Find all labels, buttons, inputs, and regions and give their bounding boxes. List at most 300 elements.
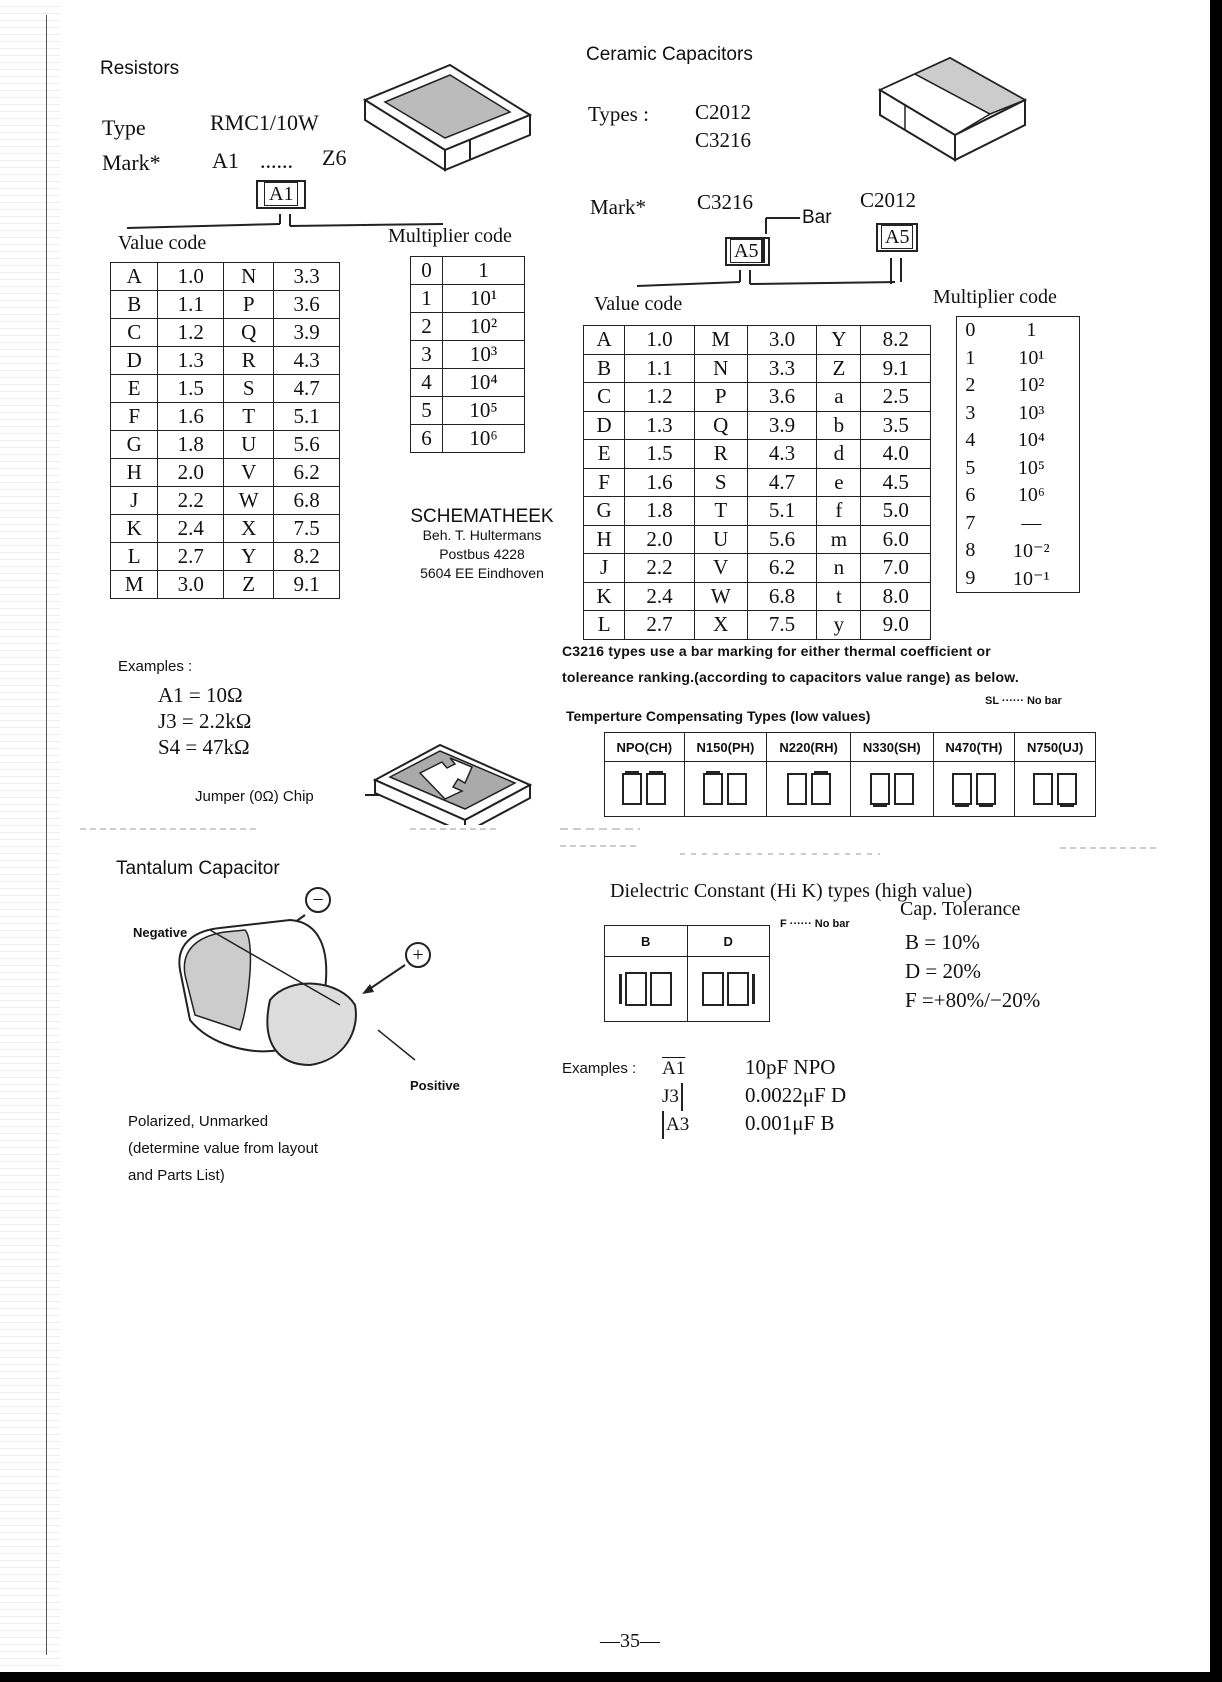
- temp-header-cell: N220(RH): [767, 733, 851, 762]
- ceramic-example-values: [745, 1053, 846, 1137]
- scan-left-edge: [0, 0, 60, 1682]
- resistor-multiplier-row-cell: 1: [443, 257, 525, 285]
- minus-icon: −: [312, 889, 324, 911]
- resistor-value-row-cell: Z: [224, 571, 274, 599]
- ceramic-multiplier-code-title: Multiplier code: [933, 286, 1057, 308]
- hi-k-header-b: B: [605, 926, 688, 957]
- tantalum-title: Tantalum Capacitor: [116, 858, 280, 879]
- ceramic-multiplier-row: [957, 345, 1080, 373]
- ceramic-value-row-cell: E: [584, 440, 625, 469]
- ceramic-value-row-cell: 7.5: [747, 611, 816, 640]
- ceramic-value-row-cell: 9.0: [861, 611, 931, 640]
- resistor-value-row-cell: M: [111, 571, 158, 599]
- cap-tol-b: B = 10%: [905, 930, 980, 954]
- temp-mark-cell: [605, 762, 685, 817]
- ceramic-value-row-cell: X: [694, 611, 747, 640]
- tantalum-note-line1: Polarized, Unmarked: [128, 1113, 269, 1130]
- ceramic-value-row-cell: C: [584, 383, 625, 412]
- ceramic-value-row-cell: 8.2: [861, 326, 931, 355]
- ceramic-multiplier-row-cell: 10³: [1018, 401, 1045, 424]
- cap-tolerance-list: [905, 928, 1040, 1015]
- schematheek-name: SCHEMATHEEK: [410, 506, 554, 527]
- ceramic-chip-illustration: [870, 50, 1030, 170]
- ceramic-value-row-cell: 5.0: [861, 497, 931, 526]
- f-no-bar-note: F ······ No bar: [780, 918, 850, 930]
- ceramic-chip-c2012: [876, 223, 918, 252]
- resistor-multiplier-row-cell: 5: [411, 397, 443, 425]
- resistor-value-row-cell: 2.4: [158, 515, 224, 543]
- cap-tol-f: F =+80%/−20%: [905, 988, 1041, 1012]
- resistor-value-row: [111, 347, 340, 375]
- tantalum-negative-label: Negative: [133, 925, 188, 940]
- resistor-value-row-cell: R: [224, 347, 274, 375]
- ceramic-multiplier-row-cell: 5: [965, 456, 976, 479]
- resistor-value-row-cell: A: [111, 263, 158, 291]
- temp-mark-cell: [1015, 762, 1096, 817]
- resistor-value-row: [111, 431, 340, 459]
- resistor-multiplier-row: [411, 397, 525, 425]
- ceramic-value-row-cell: 3.9: [747, 411, 816, 440]
- temp-header-cell: NPO(CH): [605, 733, 685, 762]
- ceramic-value-row-cell: n: [817, 554, 861, 583]
- resistor-value-row: [111, 291, 340, 319]
- resistor-value-row-cell: 1.8: [158, 431, 224, 459]
- ceramic-chip-c2012-text: A5: [881, 225, 913, 249]
- ceramic-example-code-2: J3: [662, 1083, 683, 1111]
- resistor-value-row-cell: 3.9: [274, 319, 340, 347]
- scan-binding-line: [46, 15, 47, 1655]
- ceramic-example-value-1: 10pF NPO: [745, 1055, 836, 1079]
- ceramic-example-value-2: 0.0022μF D: [745, 1083, 847, 1107]
- resistor-value-row-cell: Y: [224, 543, 274, 571]
- ceramic-multiplier-row: [957, 482, 1080, 510]
- resistor-value-row-cell: L: [111, 543, 158, 571]
- ceramic-multiplier-row: [957, 455, 1080, 483]
- ceramic-value-row: [584, 468, 931, 497]
- ceramic-types: [695, 98, 751, 154]
- ceramic-multiplier-row: [957, 565, 1080, 593]
- ceramic-value-code-table: [583, 325, 931, 640]
- ceramic-value-row-cell: f: [817, 497, 861, 526]
- ceramic-value-row-cell: d: [817, 440, 861, 469]
- ceramic-multiplier-row-cell: 10⁵: [1017, 456, 1045, 479]
- mark-digit: [622, 773, 642, 805]
- ceramic-multiplier-row-cell: 7: [965, 511, 976, 534]
- jumper-chip-label: Jumper (0Ω) Chip: [195, 788, 314, 805]
- resistor-value-row-cell: H: [111, 459, 158, 487]
- ceramic-bar-note: [562, 638, 1019, 690]
- ceramic-value-row-cell: Z: [817, 354, 861, 383]
- temp-mark-cell: [850, 762, 933, 817]
- resistor-value-row-cell: U: [224, 431, 274, 459]
- ceramic-value-row: [584, 440, 931, 469]
- ceramic-value-row-cell: M: [694, 326, 747, 355]
- ceramic-value-row-cell: 9.1: [861, 354, 931, 383]
- resistor-example-2: J3 = 2.2kΩ: [158, 709, 252, 733]
- resistor-multiplier-row: [411, 341, 525, 369]
- ceramic-multiplier-row-cell: 8: [965, 539, 976, 562]
- resistor-value-row: [111, 263, 340, 291]
- resistor-multiplier-row-cell: 6: [411, 425, 443, 453]
- resistor-example-1: A1 = 10Ω: [158, 683, 243, 707]
- ceramic-multiplier-row: [957, 317, 1080, 345]
- resistor-multiplier-row-cell: 10⁶: [443, 425, 525, 453]
- cap-tol-d: D = 20%: [905, 959, 982, 983]
- temp-compensating-table: [604, 732, 1096, 817]
- ceramic-value-row-cell: 5.6: [747, 525, 816, 554]
- resistor-value-row: [111, 459, 340, 487]
- mark-digit: [727, 773, 747, 805]
- ceramic-multiplier-row-cell: 10²: [1018, 374, 1045, 397]
- resistor-value-row-cell: 6.2: [274, 459, 340, 487]
- ceramic-value-row-cell: 5.1: [747, 497, 816, 526]
- ceramic-multiplier-row: [957, 537, 1080, 565]
- resistor-value-row-cell: J: [111, 487, 158, 515]
- ceramic-bar-label: Bar: [802, 207, 832, 228]
- ceramic-value-row: [584, 611, 931, 640]
- ceramic-value-row-cell: 6.0: [861, 525, 931, 554]
- ceramic-value-row-cell: N: [694, 354, 747, 383]
- resistor-value-row-cell: 1.0: [158, 263, 224, 291]
- schematheek-line2: Postbus 4228: [439, 546, 525, 562]
- ceramic-value-row-cell: Y: [817, 326, 861, 355]
- schematheek-line3: 5604 EE Eindhoven: [420, 565, 544, 581]
- ceramic-multiplier-row-cell: 6: [965, 484, 976, 507]
- ceramic-value-row: [584, 411, 931, 440]
- resistor-type-value: RMC1/10W: [210, 110, 319, 135]
- plus-icon: +: [412, 944, 424, 966]
- scan-dashes-right: [560, 842, 1180, 862]
- ceramic-value-row-cell: 1.5: [625, 440, 694, 469]
- temp-header-cell: N750(UJ): [1015, 733, 1096, 762]
- ceramic-example-value-3: 0.001μF B: [745, 1111, 835, 1135]
- temp-header-cell: N150(PH): [684, 733, 767, 762]
- resistor-value-row-cell: V: [224, 459, 274, 487]
- resistor-mark-from: A1: [212, 148, 239, 173]
- resistor-multiplier-row-cell: 10²: [443, 313, 525, 341]
- resistor-value-row-cell: E: [111, 375, 158, 403]
- ceramic-value-row-cell: 3.5: [861, 411, 931, 440]
- ceramic-value-row-cell: P: [694, 383, 747, 412]
- ceramic-value-row-cell: 3.6: [747, 383, 816, 412]
- resistor-value-row-cell: 4.7: [274, 375, 340, 403]
- resistor-value-row-cell: N: [224, 263, 274, 291]
- ceramic-value-row-cell: 4.3: [747, 440, 816, 469]
- hi-k-table: [604, 925, 770, 1022]
- ceramic-types-label: Types :: [588, 102, 649, 126]
- resistor-multiplier-row-cell: 1: [411, 285, 443, 313]
- resistor-multiplier-row: [411, 425, 525, 453]
- ceramic-mark-arrows: [635, 256, 925, 296]
- temp-mark-cell: [767, 762, 851, 817]
- ceramic-example-code-1: A1: [662, 1058, 686, 1079]
- resistor-multiplier-row-cell: 2: [411, 313, 443, 341]
- resistor-value-row-cell: 1.1: [158, 291, 224, 319]
- ceramic-value-row-cell: y: [817, 611, 861, 640]
- ceramic-value-row-cell: U: [694, 525, 747, 554]
- cap-tolerance-title: Cap. Tolerance: [900, 898, 1021, 920]
- ceramic-value-row-cell: D: [584, 411, 625, 440]
- ceramic-value-row-cell: t: [817, 582, 861, 611]
- resistor-multiplier-row-cell: 10¹: [443, 285, 525, 313]
- resistor-value-row-cell: W: [224, 487, 274, 515]
- ceramic-multiplier-row-cell: 0: [965, 319, 976, 342]
- ceramic-value-row: [584, 582, 931, 611]
- resistor-examples: [158, 682, 251, 760]
- resistor-value-row-cell: 3.6: [274, 291, 340, 319]
- resistor-value-row-cell: 1.2: [158, 319, 224, 347]
- resistor-value-row-cell: 7.5: [274, 515, 340, 543]
- ceramic-value-row-cell: 3.0: [747, 326, 816, 355]
- sl-no-bar-note: SL ······ No bar: [985, 695, 1062, 707]
- resistor-multiplier-row-cell: 10⁴: [443, 369, 525, 397]
- ceramic-multiplier-row-cell: 3: [965, 401, 976, 424]
- mark-digit: [787, 773, 807, 805]
- ceramic-value-row-cell: b: [817, 411, 861, 440]
- ceramic-value-row-cell: 4.5: [861, 468, 931, 497]
- ceramic-value-row-cell: 4.0: [861, 440, 931, 469]
- ceramic-value-row-cell: e: [817, 468, 861, 497]
- resistor-multiplier-row-cell: 4: [411, 369, 443, 397]
- ceramic-value-row-cell: 2.0: [625, 525, 694, 554]
- temp-header-cell: N470(TH): [933, 733, 1015, 762]
- ceramic-multiplier-row-cell: 10⁻¹: [1013, 567, 1050, 590]
- ceramic-multiplier-row-cell: 1: [1026, 319, 1037, 342]
- ceramic-value-row-cell: 1.1: [625, 354, 694, 383]
- resistor-value-row-cell: K: [111, 515, 158, 543]
- resistor-value-row-cell: T: [224, 403, 274, 431]
- temp-compensating-title: Temperture Compensating Types (low values): [566, 708, 871, 724]
- ceramic-type-c3216: C3216: [695, 128, 752, 152]
- hi-k-header-d: D: [687, 926, 770, 957]
- resistor-mark-label: Mark*: [102, 150, 161, 175]
- ceramic-multiplier-table: [956, 316, 1080, 593]
- resistor-chip-mark: [256, 180, 306, 209]
- bar-pointer: [760, 210, 810, 240]
- resistor-examples-title: Examples :: [118, 658, 193, 675]
- ceramic-title: Ceramic Capacitors: [586, 44, 753, 65]
- resistor-chip-illustration: [360, 60, 540, 180]
- ceramic-value-row-cell: m: [817, 525, 861, 554]
- resistor-value-row: [111, 403, 340, 431]
- tantalum-positive-label: Positive: [410, 1078, 460, 1093]
- ceramic-examples-title: Examples :: [562, 1060, 637, 1077]
- ceramic-value-row-cell: S: [694, 468, 747, 497]
- ceramic-value-row-cell: Q: [694, 411, 747, 440]
- resistor-value-row-cell: 2.2: [158, 487, 224, 515]
- ceramic-bar-note-line2: tolereance ranking.(according to capacitors value range) as below.: [562, 669, 1019, 685]
- ceramic-multiplier-row-cell: 2: [965, 374, 976, 397]
- resistor-value-row-cell: 1.3: [158, 347, 224, 375]
- ceramic-value-row-cell: G: [584, 497, 625, 526]
- hi-k-mark-d: [687, 957, 770, 1022]
- ceramic-value-row: [584, 554, 931, 583]
- mark-digit: [894, 773, 914, 805]
- dielectric-title: Dielectric Constant (Hi K) types (high value): [610, 880, 973, 902]
- ceramic-value-row-cell: 2.4: [625, 582, 694, 611]
- scan-right-border: [1210, 0, 1222, 1682]
- resistor-value-row-cell: X: [224, 515, 274, 543]
- ceramic-value-row-cell: 8.0: [861, 582, 931, 611]
- ceramic-value-row: [584, 497, 931, 526]
- resistor-value-code-table: [110, 262, 340, 599]
- ceramic-value-row-cell: a: [817, 383, 861, 412]
- resistor-multiplier-row-cell: 3: [411, 341, 443, 369]
- ceramic-multiplier-row-cell: 9: [965, 566, 976, 589]
- resistor-value-row-cell: 3.3: [274, 263, 340, 291]
- ceramic-value-code-title: Value code: [594, 293, 683, 315]
- resistor-value-row-cell: 2.0: [158, 459, 224, 487]
- resistor-value-row-cell: 6.8: [274, 487, 340, 515]
- mark-digit: [870, 773, 890, 805]
- tantalum-capacitor-illustration: [150, 880, 450, 1080]
- resistor-multiplier-row-cell: 10³: [443, 341, 525, 369]
- ceramic-mark-label: Mark*: [590, 195, 646, 219]
- ceramic-value-row-cell: 1.0: [625, 326, 694, 355]
- resistor-value-row-cell: 9.1: [274, 571, 340, 599]
- ceramic-value-row-cell: V: [694, 554, 747, 583]
- ceramic-bar-note-line1: C3216 types use a bar marking for either thermal coefficient or: [562, 643, 991, 659]
- tantalum-note-line3: and Parts List): [128, 1167, 225, 1184]
- ceramic-value-row-cell: 4.7: [747, 468, 816, 497]
- resistor-value-row-cell: 8.2: [274, 543, 340, 571]
- resistor-value-row-cell: C: [111, 319, 158, 347]
- ceramic-value-row-cell: R: [694, 440, 747, 469]
- ceramic-value-row: [584, 525, 931, 554]
- mark-digit: [811, 773, 831, 805]
- jumper-chip-illustration: [350, 725, 550, 825]
- resistor-multiplier-table: [410, 256, 525, 453]
- ceramic-multiplier-row-cell: 10⁶: [1017, 484, 1045, 507]
- resistor-value-row-cell: S: [224, 375, 274, 403]
- mark-digit: [952, 773, 972, 805]
- ceramic-multiplier-row-cell: 4: [965, 429, 976, 452]
- hi-k-mark-b: [605, 957, 688, 1022]
- resistor-multiplier-row: [411, 313, 525, 341]
- tantalum-note: [128, 1108, 318, 1189]
- ceramic-value-row-cell: 1.6: [625, 468, 694, 497]
- resistors-title: Resistors: [100, 58, 180, 79]
- ceramic-multiplier-row: [957, 510, 1080, 538]
- ceramic-multiplier-row-cell: 1: [965, 346, 976, 369]
- resistor-chip-mark-text: A1: [264, 182, 298, 206]
- ceramic-value-row-cell: J: [584, 554, 625, 583]
- ceramic-value-row: [584, 354, 931, 383]
- resistor-value-row-cell: 2.7: [158, 543, 224, 571]
- ceramic-value-row-cell: 1.8: [625, 497, 694, 526]
- resistor-multiplier-row-cell: 10⁵: [443, 397, 525, 425]
- mark-digit: [976, 773, 996, 805]
- scan-bottom-border: [0, 1672, 1222, 1682]
- ceramic-value-row-cell: F: [584, 468, 625, 497]
- resistor-value-row: [111, 375, 340, 403]
- resistor-multiplier-code-title: Multiplier code: [388, 225, 512, 247]
- resistor-value-row-cell: F: [111, 403, 158, 431]
- ceramic-chip-c3216-text: A5: [730, 239, 765, 263]
- resistor-value-row-cell: 3.0: [158, 571, 224, 599]
- ceramic-value-row-cell: 3.3: [747, 354, 816, 383]
- mark-digit: [703, 773, 723, 805]
- resistor-value-row: [111, 571, 340, 599]
- mark-digit: [1057, 773, 1077, 805]
- ceramic-value-row-cell: 2.5: [861, 383, 931, 412]
- ceramic-value-row-cell: 1.2: [625, 383, 694, 412]
- ceramic-mark-c3216: C3216: [697, 190, 754, 214]
- ceramic-value-row-cell: W: [694, 582, 747, 611]
- resistor-value-row-cell: 5.1: [274, 403, 340, 431]
- resistor-value-row-cell: 5.6: [274, 431, 340, 459]
- resistor-multiplier-row: [411, 285, 525, 313]
- ceramic-value-row: [584, 326, 931, 355]
- ceramic-value-row-cell: B: [584, 354, 625, 383]
- ceramic-value-row-cell: 6.2: [747, 554, 816, 583]
- ceramic-value-row-cell: 6.8: [747, 582, 816, 611]
- ceramic-multiplier-row-cell: 10¹: [1018, 346, 1045, 369]
- schematheek-line1: Beh. T. Hultermans: [422, 527, 542, 543]
- temp-mark-cell: [684, 762, 767, 817]
- temp-header-cell: N330(SH): [850, 733, 933, 762]
- ceramic-value-row-cell: 7.0: [861, 554, 931, 583]
- mark-digit: [1033, 773, 1053, 805]
- ceramic-multiplier-row-cell: 10⁻²: [1013, 540, 1050, 563]
- resistor-type-label: Type: [102, 115, 146, 140]
- resistor-value-row: [111, 515, 340, 543]
- resistor-value-row-cell: 4.3: [274, 347, 340, 375]
- resistor-value-code-title: Value code: [118, 232, 207, 254]
- ceramic-multiplier-row-cell: —: [1021, 511, 1042, 534]
- resistor-value-row-cell: G: [111, 431, 158, 459]
- ceramic-value-row-cell: 1.3: [625, 411, 694, 440]
- ceramic-value-row-cell: T: [694, 497, 747, 526]
- resistor-value-row: [111, 319, 340, 347]
- ceramic-mark-c2012: C2012: [860, 188, 917, 212]
- schematheek-stamp: [397, 507, 567, 583]
- resistor-multiplier-row: [411, 369, 525, 397]
- ceramic-type-c2012: C2012: [695, 100, 752, 124]
- resistor-value-row-cell: Q: [224, 319, 274, 347]
- ceramic-multiplier-row: [957, 400, 1080, 428]
- resistor-mark-to: Z6: [322, 145, 347, 170]
- resistor-multiplier-row: [411, 257, 525, 285]
- ceramic-value-row-cell: 2.2: [625, 554, 694, 583]
- ceramic-value-row-cell: L: [584, 611, 625, 640]
- temp-mark-cell: [933, 762, 1015, 817]
- ceramic-multiplier-row: [957, 372, 1080, 400]
- resistor-example-3: S4 = 47kΩ: [158, 735, 250, 759]
- resistor-multiplier-row-cell: 0: [411, 257, 443, 285]
- mark-digit: [646, 773, 666, 805]
- resistor-value-row-cell: 1.5: [158, 375, 224, 403]
- ceramic-value-row-cell: 2.7: [625, 611, 694, 640]
- resistor-value-row-cell: D: [111, 347, 158, 375]
- ceramic-example-codes: [662, 1055, 689, 1139]
- resistor-value-row-cell: P: [224, 291, 274, 319]
- ceramic-value-row-cell: A: [584, 326, 625, 355]
- page-number: —35—: [600, 1630, 660, 1652]
- ceramic-value-row: [584, 383, 931, 412]
- resistor-value-row-cell: 1.6: [158, 403, 224, 431]
- resistor-mark-dots: ......: [260, 148, 293, 173]
- ceramic-multiplier-row: [957, 427, 1080, 455]
- ceramic-value-row-cell: H: [584, 525, 625, 554]
- resistor-value-row: [111, 543, 340, 571]
- resistor-value-row-cell: B: [111, 291, 158, 319]
- ceramic-example-code-3: A3: [662, 1111, 689, 1139]
- resistor-value-row: [111, 487, 340, 515]
- tantalum-note-line2: (determine value from layout: [128, 1140, 319, 1157]
- ceramic-value-row-cell: K: [584, 582, 625, 611]
- ceramic-multiplier-row-cell: 10⁴: [1017, 429, 1045, 452]
